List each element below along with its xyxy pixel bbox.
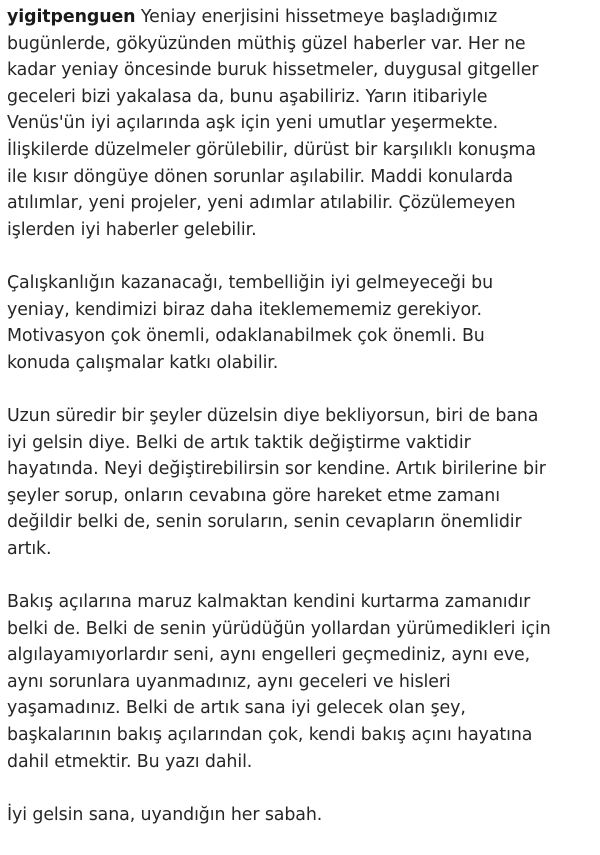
caption-line: aynı sorunlara uyanmadınız, aynı geceleri ve hisleri — [7, 671, 451, 692]
caption-line: artık. — [7, 538, 52, 559]
caption-line: atılımlar, yeni projeler, yeni adımlar atılabilir. Çözülemeyen — [7, 193, 516, 214]
caption-paragraph-3 — [7, 403, 587, 563]
caption-paragraph-4 — [7, 589, 587, 775]
caption-paragraph-2 — [7, 270, 587, 376]
caption-line: ile kısır döngüye dönen sorunlar aşılabilir. Maddi konularda — [7, 166, 514, 187]
username-link[interactable]: yigitpenguen — [7, 7, 136, 27]
caption-line: İyi gelsin sana, uyandığın her sabah. — [7, 804, 323, 825]
post-caption — [7, 4, 587, 855]
caption-line: hayatında. Neyi değiştirebilirsin sor kendine. Artık birilerine bir — [7, 459, 546, 480]
caption-paragraph-1 — [7, 4, 587, 243]
caption-line: yaşamadınız. Belki de artık sana iyi gelecek olan şey, — [7, 698, 466, 719]
caption-line: değildir belki de, senin soruların, senin cevapların önemlidir — [7, 512, 522, 533]
caption-line: yeniay, kendimizi biraz daha iteklemememiz gerekiyor. — [7, 299, 482, 320]
caption-line: konuda çalışmalar katkı olabilir. — [7, 352, 279, 373]
caption-text: Yeniay enerjisini hissetmeye başladığımız — [140, 7, 498, 27]
caption-line: işlerden iyi haberler gelebilir. — [7, 219, 257, 240]
caption-line: Çalışkanlığın kazanacağı, tembelliğin iyi gelmeyeceği bu — [7, 272, 493, 293]
caption-line: geceleri bizi yakalasa da, bunu aşabiliriz. Yarın itibariyle — [7, 86, 488, 107]
caption-line: kadar yeniay öncesinde buruk hissetmeler, duygusal gitgeller — [7, 60, 539, 81]
caption-line: şeyler sorup, onların cevabına göre hareket etme zamanı — [7, 485, 500, 506]
caption-line: iyi gelsin diye. Belki de artık taktik değiştirme vaktidir — [7, 432, 471, 453]
caption-line: bugünlerde, gökyüzünden müthiş güzel haberler var. Her ne — [7, 33, 526, 54]
caption-line — [7, 4, 587, 31]
caption-line: belki de. Belki de senin yürüdüğün yollardan yürümedikleri için — [7, 618, 551, 639]
caption-line: başkalarının bakış açılarından çok, kendi bakış açını hayatına — [7, 725, 533, 746]
caption-line: dahil etmektir. Bu yazı dahil. — [7, 751, 253, 772]
caption-line: Venüs'ün iyi açılarında aşk için yeni umutlar yeşermekte. — [7, 113, 499, 134]
caption-line: algılayamıyorlardır seni, aynı engelleri geçmediniz, aynı eve, — [7, 645, 531, 666]
caption-line: İlişkilerde düzelmeler görülebilir, dürüst bir karşılıklı konuşma — [7, 139, 536, 160]
caption-paragraph-5 — [7, 802, 587, 829]
caption-line: Motivasyon çok önemli, odaklanabilmek çok önemli. Bu — [7, 326, 485, 347]
caption-line: Bakış açılarına maruz kalmaktan kendini kurtarma zamanıdır — [7, 592, 531, 613]
caption-line: Uzun süredir bir şeyler düzelsin diye bekliyorsun, biri de bana — [7, 405, 539, 426]
